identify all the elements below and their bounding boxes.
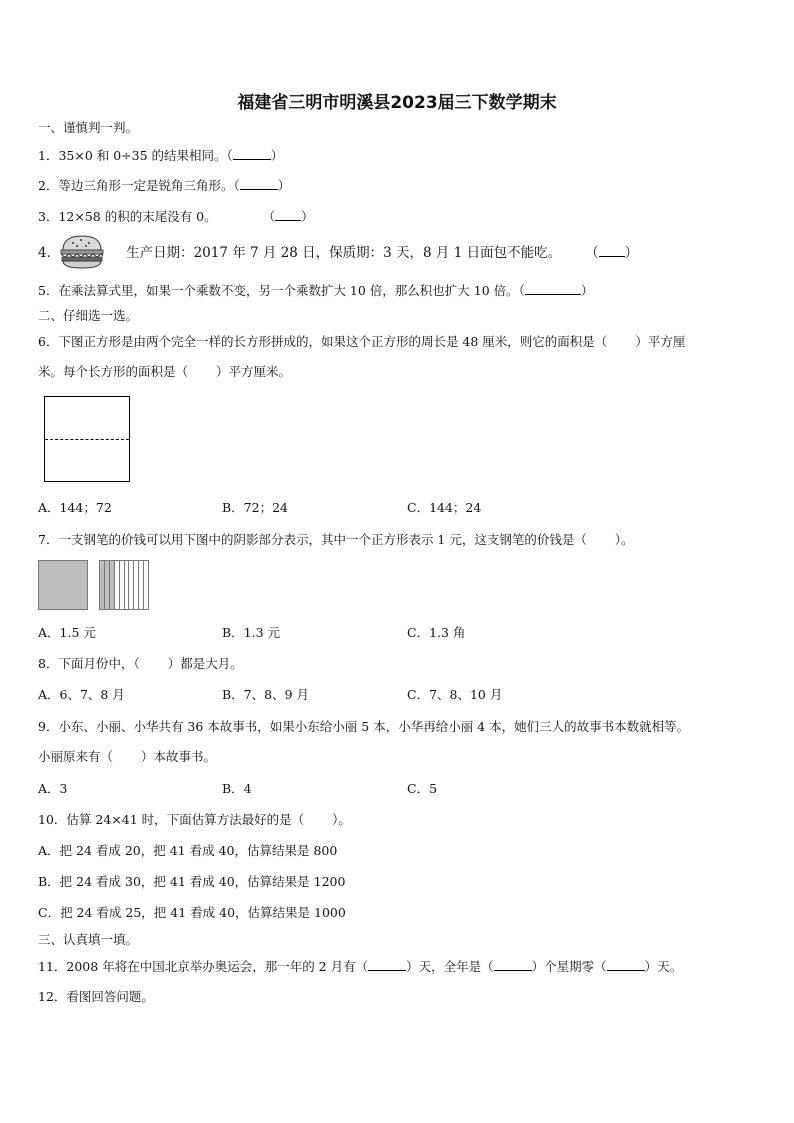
answer-blank[interactable] <box>275 208 301 221</box>
option-c[interactable]: C．5 <box>407 781 438 796</box>
option-b[interactable]: B．7、8、9 月 <box>222 687 310 702</box>
section-heading-3: 三、认真填一填。 <box>38 932 139 947</box>
question-6-line-2: 米。每个长方形的面积是（ ）平方厘米。 <box>38 364 292 379</box>
option-b[interactable]: B．把 24 看成 30，把 41 看成 40，估算结果是 1200 <box>38 874 346 889</box>
answer-blank[interactable] <box>607 958 645 971</box>
option-b[interactable]: B．1.3 元 <box>222 625 281 640</box>
dashed-divider <box>45 439 129 440</box>
option-a[interactable]: A．6、7、8 月 <box>38 687 125 702</box>
option-a[interactable]: A．把 24 看成 20，把 41 看成 40，估算结果是 800 <box>38 843 338 858</box>
option-c[interactable]: C．7、8、10 月 <box>407 687 503 702</box>
striped-square <box>99 560 149 610</box>
answer-blank[interactable] <box>368 958 406 971</box>
answer-blank[interactable] <box>233 147 271 160</box>
question-11: 11．2008 年将在中国北京举办奥运会，那一年的 2 月有（ ）天，全年是（ ）个星期零（ ）天。 <box>38 959 683 974</box>
option-a[interactable]: A．3 <box>38 781 68 796</box>
option-c[interactable]: C．1.3 角 <box>407 625 466 640</box>
question-9-line-2: 小丽原来有（ ）本故事书。 <box>38 749 217 764</box>
question-10: 10．估算 24×41 时，下面估算方法最好的是（ ）。 <box>38 812 351 827</box>
option-b[interactable]: B．72；24 <box>222 500 288 515</box>
question-6-line-1: 6．下图正方形是由两个完全一样的长方形拼成的，如果这个正方形的周长是 48 厘米，则它的面积是（ ）平方厘 <box>38 334 686 349</box>
page-title: 福建省三明市明溪县2023届三下数学期末 <box>237 93 557 113</box>
question-7: 7．一支钢笔的价钱可以用下图中的阴影部分表示，其中一个正方形表示 1 元，这支钢笔的价钱是（ ）。 <box>38 532 634 547</box>
answer-blank[interactable] <box>494 958 532 971</box>
question-4: 4． 生产日期：2017 年 7 月 28 日，保质期：3 天，8 月 1 日面包不能吃。 （ ） <box>38 245 639 261</box>
option-a[interactable]: A．1.5 元 <box>38 625 96 640</box>
option-c[interactable]: C．把 24 看成 25，把 41 看成 40，估算结果是 1000 <box>38 905 346 920</box>
burger-icon <box>59 234 105 270</box>
option-a[interactable]: A．144；72 <box>38 500 112 515</box>
question-9-line-1: 9．小东、小丽、小华共有 36 本故事书，如果小东给小丽 5 本，小华再给小丽 4 本，她们三人的故事书本数就相等。 <box>38 719 690 734</box>
square-diagram <box>44 396 130 482</box>
question-5: 5．在乘法算式里，如果一个乘数不变，另一个乘数扩大 10 倍，那么积也扩大 10 倍。（ ） <box>38 283 594 298</box>
section-heading-1: 一、谨慎判一判。 <box>38 120 139 135</box>
answer-blank[interactable] <box>525 282 581 295</box>
question-3: 3．12×58 的积的末尾没有 0。 （ ） <box>38 209 314 224</box>
question-2: 2．等边三角形一定是锐角三角形。（ ） <box>38 178 291 193</box>
option-b[interactable]: B．4 <box>222 781 252 796</box>
section-heading-2: 二、仔细选一选。 <box>38 308 139 323</box>
shaded-square <box>38 560 88 610</box>
option-c[interactable]: C．144；24 <box>407 500 482 515</box>
answer-blank[interactable] <box>599 244 625 257</box>
question-12: 12．看图回答问题。 <box>38 989 154 1004</box>
question-8: 8．下面月份中，（ ）都是大月。 <box>38 656 243 671</box>
answer-blank[interactable] <box>240 177 278 190</box>
question-1: 1．35×0 和 0÷35 的结果相同。（ ） <box>38 148 284 163</box>
